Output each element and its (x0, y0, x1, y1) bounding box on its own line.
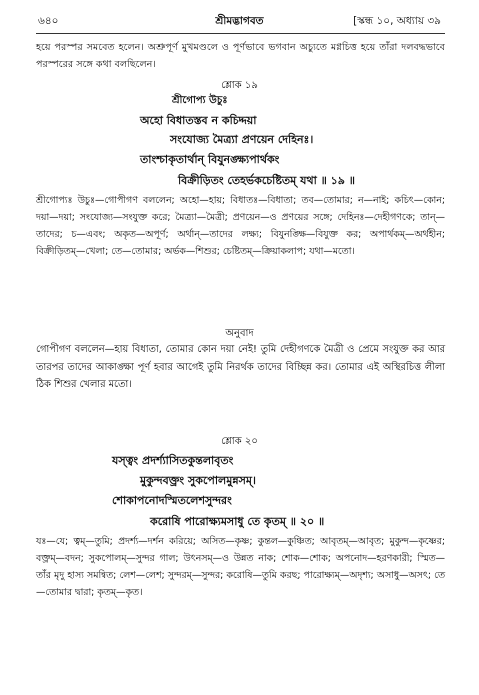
header-rule (36, 33, 445, 34)
book-title: শ্রীমদ্ভাগবত (215, 15, 264, 27)
verse-20-line-1: যস্ত্বং প্রদর্শ্যাসিতকুন্তলাবৃতং (112, 454, 234, 467)
section-reference: [স্কন্ধ ১০, অধ্যায় ৩৯ (353, 15, 441, 27)
verse-19-word-for-word: শ্রীগোপ্যঃ উচুঃ—গোপীগণ বললেন; অহো—হায়; বিধাতঃ—বিধাতা; তব—তোমার; ন—নাই; কচিৎ—কোন; দয়া—দয়া; সংযোজ্য—সংযুক্ত করে; মৈত্র্যা—মৈত্রী; প্রণয়েন—ও প্রণয়ের সঙ্গে; দেহিনঃ—দেহীগণকে; তান্—তাদের; চ—এবং; অকৃত—অপূর্ণ; অর্থান্—তাদের লক্ষ্য; বিযুনঙ্ক্ষি—বিযুক্ত কর; অপার্থকম্—অর্থহীন; বিক্রীড়িতম্—খেলা; তে—তোমার; অর্ভক—শিশুর; চেষ্টিতম্—ক্রিয়াকলাপ; যথা—মতো। (36, 195, 445, 257)
page-number: ৬৪০ (38, 15, 59, 27)
verse-19-line-3: তাংশ্চাকৃতার্থান্ বিযুনঙ্ক্ষ্যপার্থকং (140, 153, 280, 166)
verse-19-speaker: শ্রীগোপ্য উচুঃ (172, 95, 228, 106)
intro-paragraph: হয়ে পরস্পর সমবেত হলেন। অশ্রুপূর্ণ মুখমণ্ডলে ও পূর্ণভাবে ভগবান অচ্যুতে মগ্নচিত্ত হয়ে তাঁরা দলবদ্ধভাবে পরস্পরের সঙ্গে কথা বলছিলেন। (36, 42, 445, 70)
verse-20-line-4: করোষি পারোক্ষ্যমসাধু তে কৃতম্ ॥ ২০ ॥ (150, 515, 325, 528)
verse-20-heading: শ্লোক ২০ (221, 436, 258, 447)
verse-19-line-4: বিক্রীড়িতং তেহর্ভকচেষ্টিতম্ যথা ॥ ১৯ ॥ (178, 174, 355, 187)
verse-19-translation: গোপীগণ বললেন—হায় বিধাতা, তোমার কোন দয়া নেই! তুমি দেহীগণকে মৈত্রী ও প্রেমে সংযুক্ত কর আর তারপর তাদের আকাঙ্ক্ষা পূর্ণ হবার আগেই তুমি নিরর্থক তাদের বিচ্ছিন্ন কর। তোমার এই অস্থিরচিত্ত লীলা ঠিক শিশুর খেলার মতো। (36, 344, 445, 390)
translation-heading: অনুবাদ (225, 328, 254, 339)
verse-20-word-for-word: যঃ—যে; ত্বম্—তুমি; প্রদর্শ্য—দর্শন করিয়ে; অসিত—কৃষ্ণ; কুন্তল—কুঞ্চিত; আবৃতম্—আবৃত; মুকুন্দ—কৃষ্ণের; বক্ত্রম্—বদন; সুকপোলম্—সুন্দর গাল; উৎনসম্—ও উন্নত নাক; শোক—শোক; অপনোদ—হরণকারী; স্মিত—তাঁর মৃদু হাস্য সমন্বিত; লেশ—লেশ; সুন্দরম্—সুন্দর; করোষি—তুমি করছ; পারোক্ষ্যম্—অদৃশ্য; অসাধু—অসৎ; তে—তোমার দ্বারা; কৃতম্—কৃত। (36, 536, 445, 598)
verse-19-line-1: অহো বিধাতস্তব ন কচিদ্দয়া (140, 114, 257, 127)
verse-19-heading: শ্লোক ১৯ (221, 80, 258, 91)
verse-19-line-2: সংযোজ্য মৈত্র্যা প্রণয়েন দেহিনঃ। (170, 133, 314, 146)
verse-20-line-3: শোকাপনোদস্মিতলেশসুন্দরং (112, 494, 232, 507)
page-header (38, 14, 441, 32)
verse-20-line-2: মুকুন্দবক্ত্রং সুকপোলমুন্নসম্। (140, 474, 256, 487)
